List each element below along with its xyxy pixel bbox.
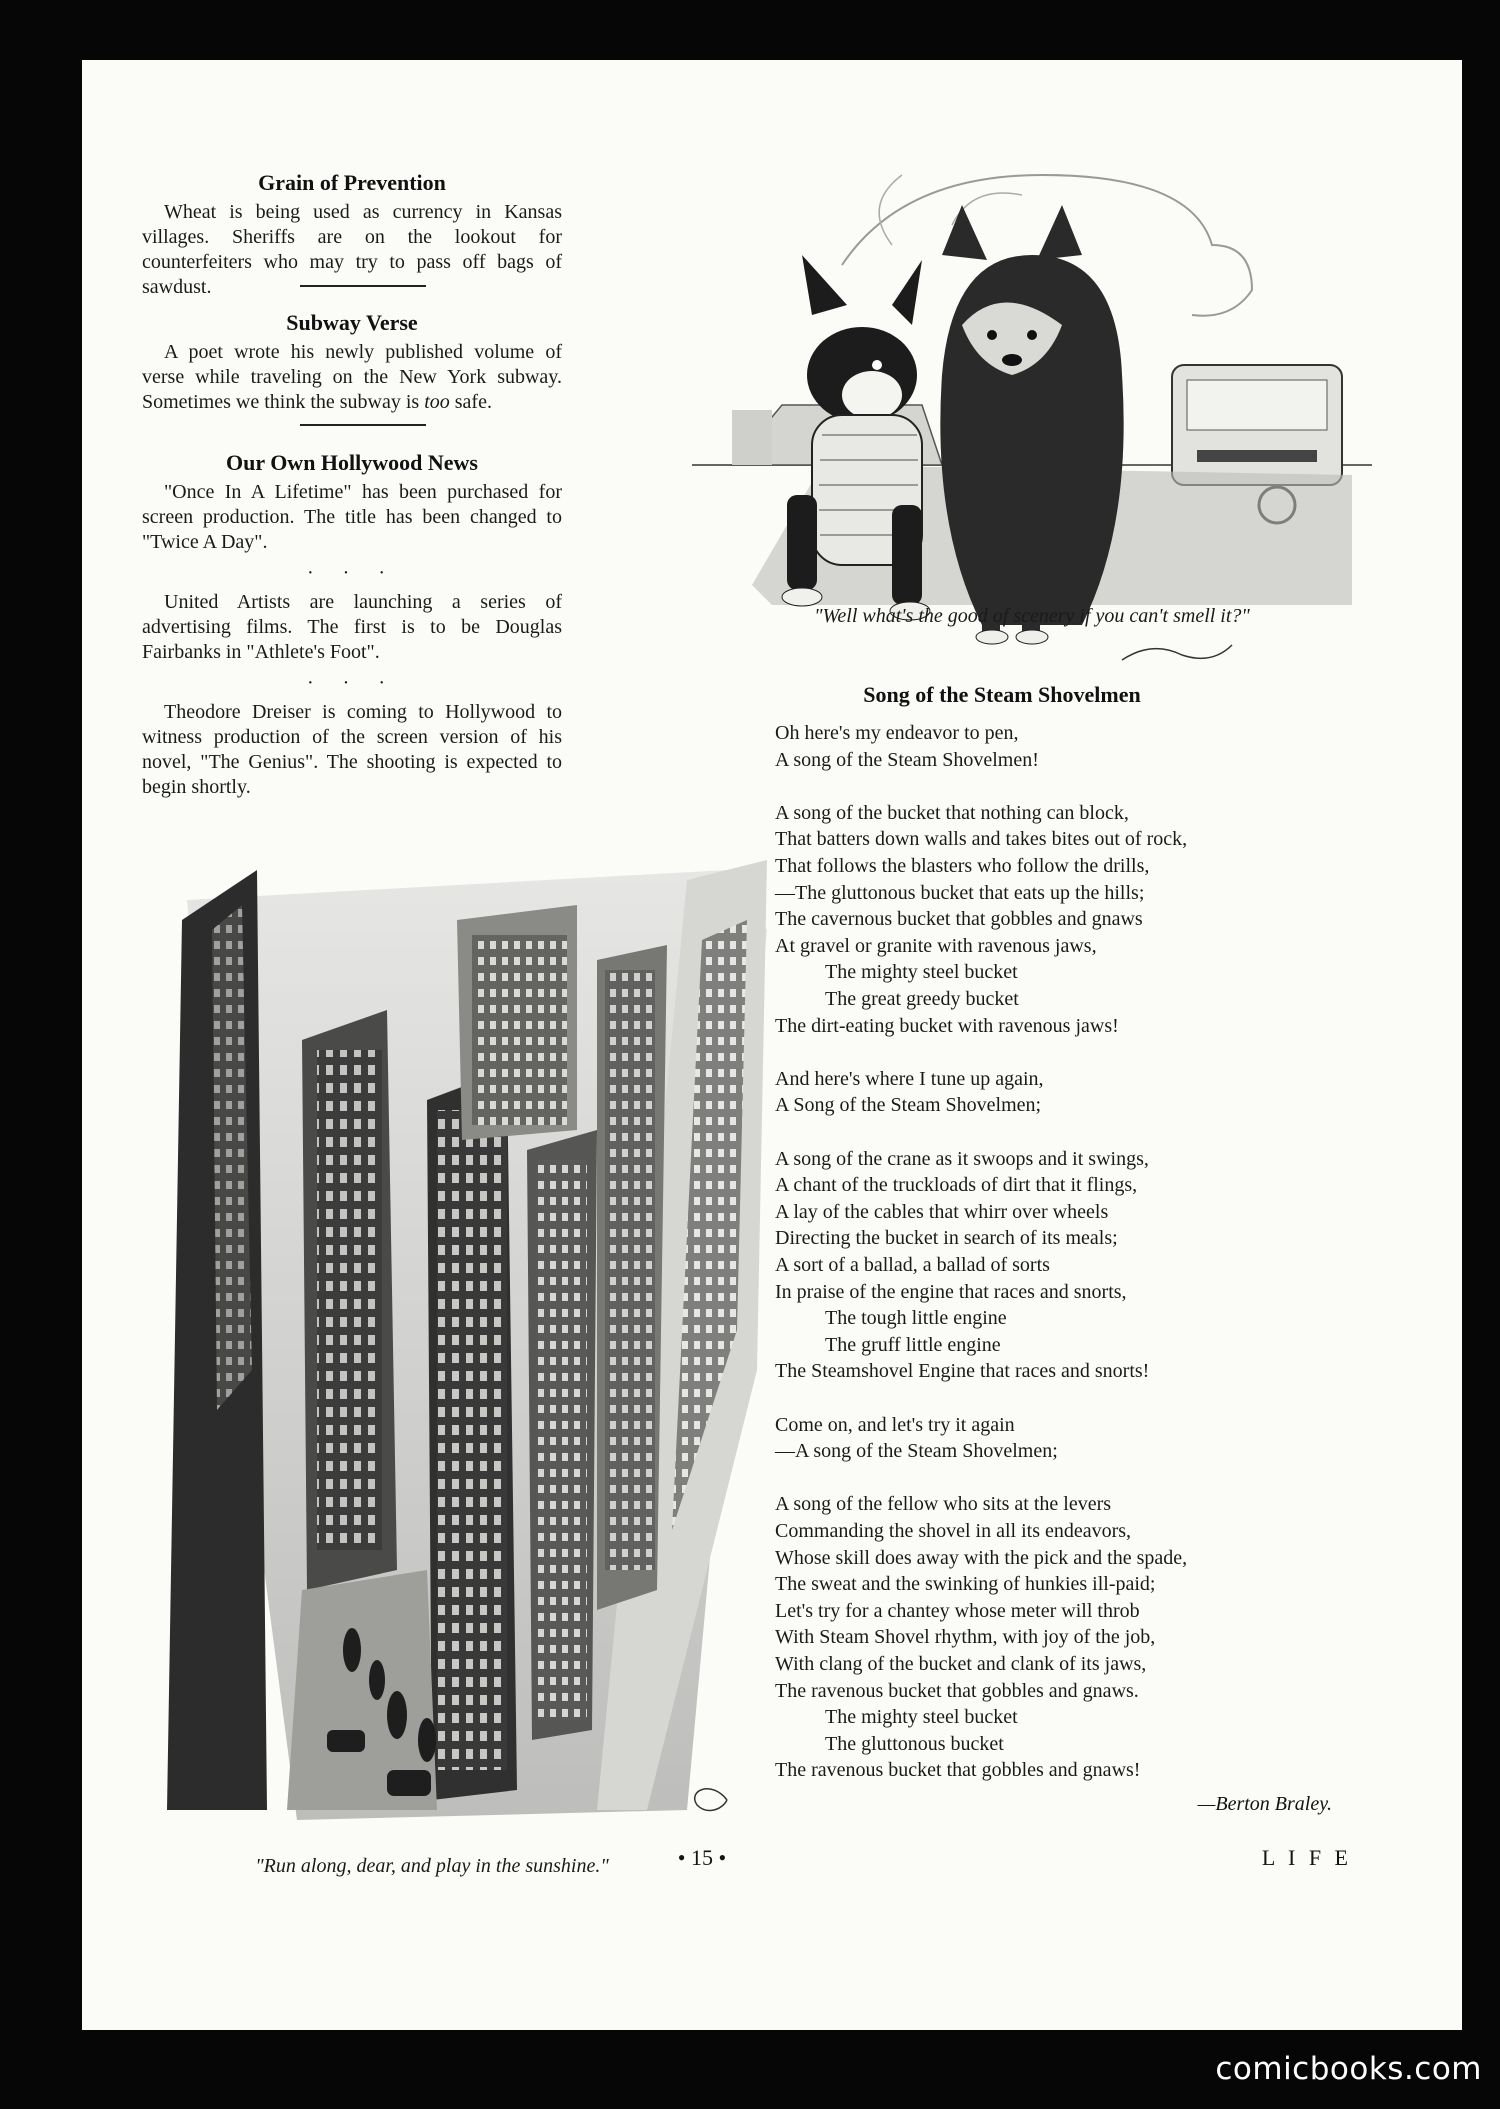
poem-line: Directing the bucket in search of its meals; [775, 1227, 1118, 1250]
poem-line: With clang of the bucket and clank of its jaws, [775, 1653, 1147, 1675]
poem-line: A song of the crane as it swoops and it swings, [775, 1147, 1149, 1170]
poem-line: In praise of the engine that races and snorts, [775, 1280, 1127, 1303]
poem-line: A sort of a ballad, a ballad of sorts [775, 1254, 1050, 1276]
poem-line: The cavernous bucket that gobbles and gnaws [775, 908, 1143, 931]
dogs-caption: "Well what's the good of scenery if you can't smell it?" [814, 605, 1250, 627]
heading-grain-of-prevention: Grain of Prevention [258, 170, 446, 195]
section-rule [300, 285, 426, 287]
poem-line: And here's where I tune up again, [775, 1067, 1044, 1090]
poem-line: The mighty steel bucket [825, 1706, 1018, 1729]
poem-line: Commanding the shovel in all its endeavors, [775, 1520, 1132, 1542]
artist-signature [695, 1789, 727, 1811]
poem-line: With Steam Shovel rhythm, with joy of the job, [775, 1626, 1156, 1649]
poem-line: The ravenous bucket that gobbles and gnaws. [775, 1679, 1139, 1702]
collie-dog [940, 205, 1123, 644]
poem-line: The ravenous bucket that gobbles and gnaws! [775, 1759, 1141, 1782]
heading-hollywood-news: Our Own Hollywood News [225, 450, 478, 475]
magazine-name: L I F E [1261, 1845, 1352, 1870]
magazine-page [82, 60, 1462, 2030]
poem-line: A Song of the Steam Shovelmen; [775, 1094, 1042, 1117]
poem-line: That follows the blasters who follow the drills, [775, 855, 1150, 877]
site-watermark: comicbooks.com [1215, 2051, 1482, 2087]
poem-line: Come on, and let's try it again [775, 1413, 1015, 1436]
poem-line: The great greedy bucket [825, 988, 1019, 1010]
separator-dots: · · · [307, 672, 397, 694]
poem-line: The Steamshovel Engine that races and snorts! [775, 1360, 1150, 1383]
paragraph-hollywood-1: "Once In A Lifetime" has been purchased for screen production. The title has been changed to "Twice A Day". [142, 481, 562, 553]
poem-line: The tough little engine [825, 1307, 1007, 1330]
paragraph-hollywood-3: Theodore Dreiser is coming to Hollywood to witness production of the screen version of his novel, "The Genius". The shooting is expected to begin shortly. [142, 701, 562, 798]
poem-line: A song of the Steam Shovelmen! [775, 748, 1039, 771]
paragraph-hollywood-2: United Artists are launching a series of advertising films. The first is to be Douglas Fairbanks in "Athlete's Foot". [142, 591, 562, 663]
artist-signature [1122, 645, 1232, 660]
poem-author: —Berton Braley. [1197, 1793, 1332, 1815]
poem-line: A song of the bucket that nothing can block, [775, 801, 1129, 824]
poem-line: The sweat and the swinking of hunkies ill-paid; [775, 1573, 1156, 1596]
section-rule [300, 424, 426, 426]
paragraph-grain: Wheat is being used as currency in Kansas villages. Sheriffs are on the lookout for counterfeiters who may try to pass off bags of sawdust. [142, 201, 562, 298]
separator-dots: · · · [307, 562, 397, 584]
poem-line: Oh here's my endeavor to pen, [775, 722, 1019, 744]
poem-line: —The gluttonous bucket that eats up the hills; [775, 881, 1145, 904]
poem-line: The dirt-eating bucket with ravenous jaws! [775, 1014, 1119, 1037]
poem-line: A song of the fellow who sits at the levers [775, 1493, 1112, 1516]
poem-line: That batters down walls and takes bites out of rock, [775, 828, 1188, 851]
page-number: • 15 • [677, 1845, 727, 1870]
poem-line: At gravel or granite with ravenous jaws, [775, 934, 1097, 957]
poem-line: The gluttonous bucket [825, 1732, 1004, 1755]
poem-body [775, 720, 1415, 1880]
poem-line: —A song of the Steam Shovelmen; [775, 1440, 1058, 1463]
poem-line: The gruff little engine [825, 1333, 1001, 1356]
paragraph-subway: A poet wrote his newly published volume of verse while traveling on the New York subway. Sometimes we think the subway is too safe. [142, 341, 562, 413]
poem-line: A chant of the truckloads of dirt that it flings, [775, 1174, 1138, 1197]
poem-line: Let's try for a chantey whose meter will throb [775, 1599, 1140, 1622]
city-street-illustration [127, 810, 807, 1830]
poem-line: The mighty steel bucket [825, 961, 1018, 984]
poem-line: Whose skill does away with the pick and the spade, [775, 1546, 1188, 1569]
heading-subway-verse: Subway Verse [286, 310, 418, 335]
city-caption: "Run along, dear, and play in the sunshine." [255, 1855, 609, 1877]
poem-line: A lay of the cables that whirr over wheels [775, 1200, 1109, 1223]
poem-title: Song of the Steam Shovelmen [863, 682, 1141, 707]
